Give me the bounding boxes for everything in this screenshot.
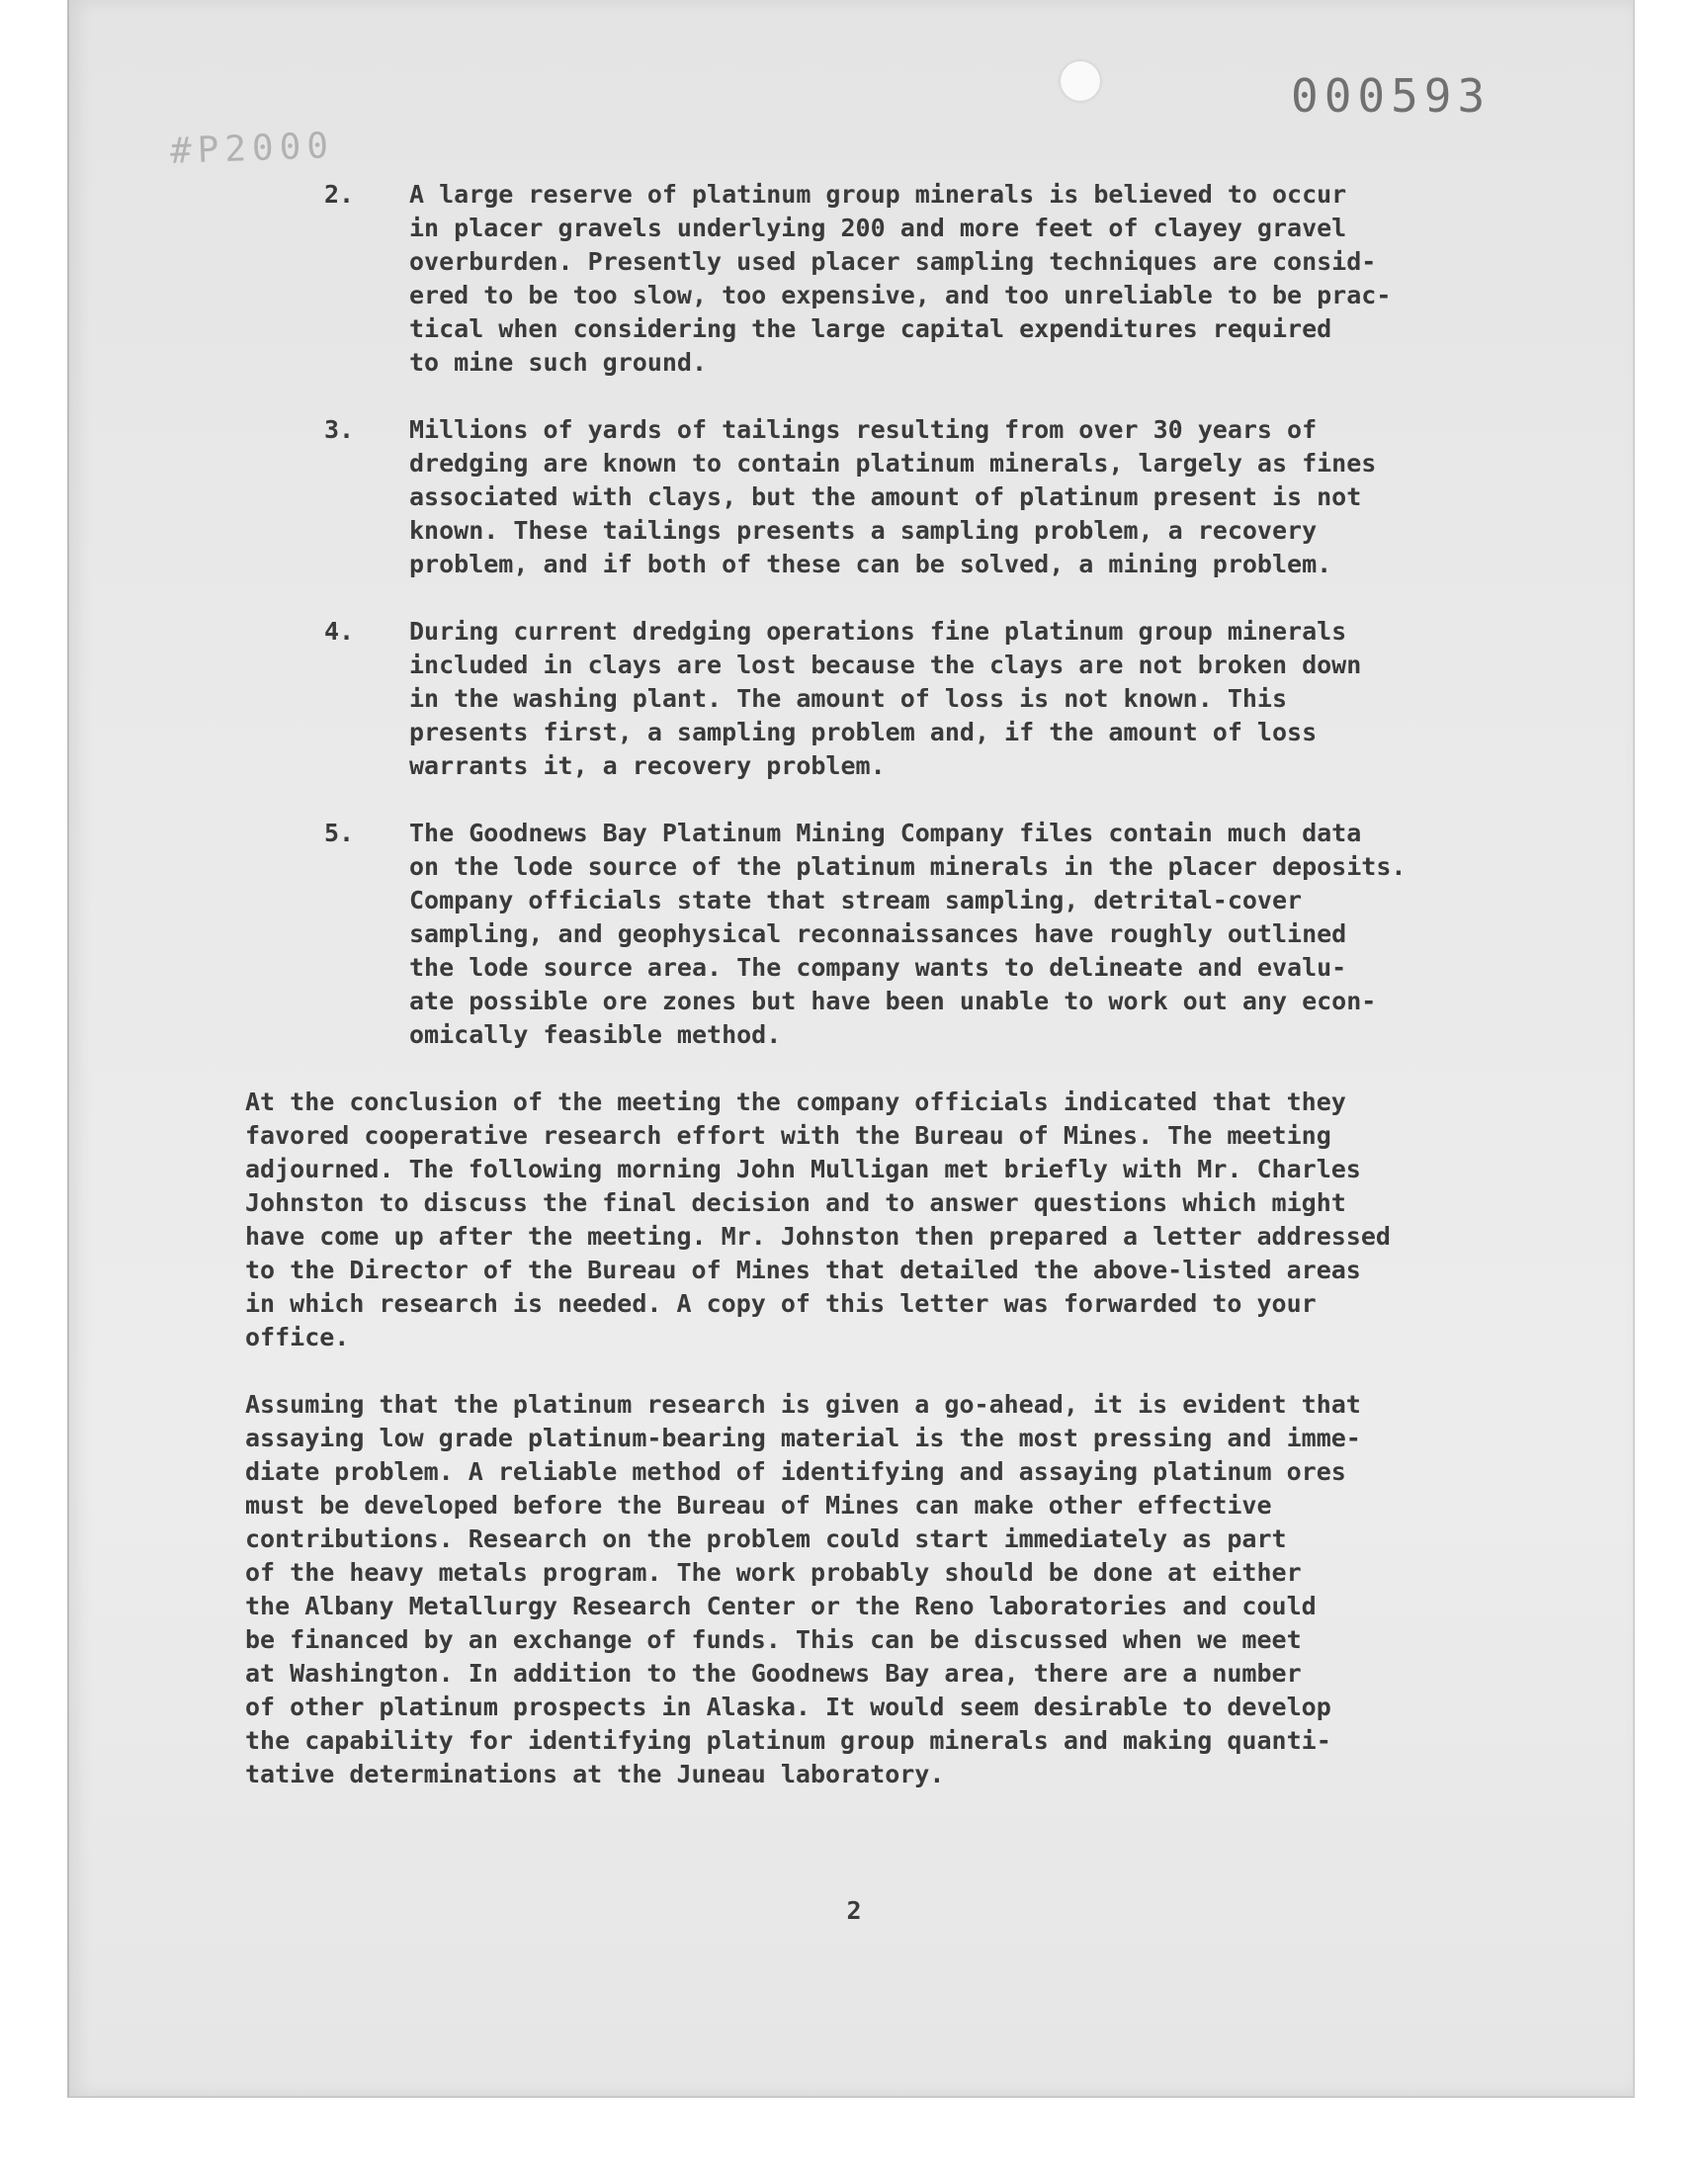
punch-hole bbox=[1061, 61, 1100, 101]
stamp-number-left: #P2000 bbox=[169, 126, 335, 172]
list-item-number: 4. bbox=[324, 617, 355, 646]
page-number: 2 bbox=[846, 1896, 862, 1925]
list-item-text: During current dredging operations fine platinum group minerals included in clays are lost because the clays are not broken down in the washing plant. The amount of loss is not known. This presents first, a sampling problem and, if the amount of loss warrants it, a recovery problem. bbox=[409, 617, 1362, 780]
list-item-text: The Goodnews Bay Platinum Mining Company files contain much data on the lode source of the platinum minerals in the placer deposits. Company officials state that stream sampling, detrital-cover sampling, and geophysical reconnaissances have roughly outlined the lode source area. The company wants to delineate and evalu- ate possible ore zones but have been unable to work out any econ- omically feasible method. bbox=[409, 819, 1407, 1049]
stamp-number-right: 000593 bbox=[1291, 69, 1492, 123]
list-item-number: 3. bbox=[324, 415, 355, 444]
body-paragraph: Assuming that the platinum research is given a go-ahead, it is evident that assaying low grade platinum-bearing material is the most pressing and imme- diate problem. A reliable method of identifying and assaying platinum ores must be developed before the Bureau of Mines can make other effective contributions. Research on the problem could start immediately as part of the heavy metals program. The work probably should be done at either the Albany Metallurgy Research Center or the Reno laboratories and could be financed by an exchange of funds. This can be discussed when we meet at Washington. In addition to the Goodnews Bay area, there are a number of other platinum prospects in Alaska. It would seem desirable to develop the capability for identifying platinum group minerals and making quanti- tative determinations at the Juneau laboratory. bbox=[245, 1390, 1361, 1788]
list-item-text: A large reserve of platinum group minerals is believed to occur in placer gravels underlying 200 and more feet of clayey gravel overburden. Presently used placer sampling techniques are consid- ered to be too slow, too expensive, and too unreliable to be prac- tical when considering the large capital expenditures required to mine such ground. bbox=[409, 180, 1392, 377]
list-item-text: Millions of yards of tailings resulting from over 30 years of dredging are known to contain platinum minerals, largely as fines associated with clays, but the amount of platinum present is not known. These tailings presents a sampling problem, a recovery problem, and if both of these can be solved, a mining problem. bbox=[409, 415, 1377, 578]
list-item bbox=[245, 413, 1530, 581]
list-item bbox=[245, 817, 1530, 1052]
body-paragraph: At the conclusion of the meeting the company officials indicated that they favored cooperative research effort with the Bureau of Mines. The meeting adjourned. The following morning John Mulligan met briefly with Mr. Charles Johnston to discuss the final decision and to answer questions which might have come up after the meeting. Mr. Johnston then prepared a letter addressed to the Director of the Bureau of Mines that detailed the above-listed areas in which research is needed. A copy of this letter was forwarded to your office. bbox=[245, 1088, 1391, 1351]
list-item-number: 5. bbox=[324, 819, 355, 847]
list-item bbox=[245, 178, 1530, 380]
document-body bbox=[245, 178, 1530, 1825]
list-item bbox=[245, 615, 1530, 783]
list-item-number: 2. bbox=[324, 180, 355, 209]
